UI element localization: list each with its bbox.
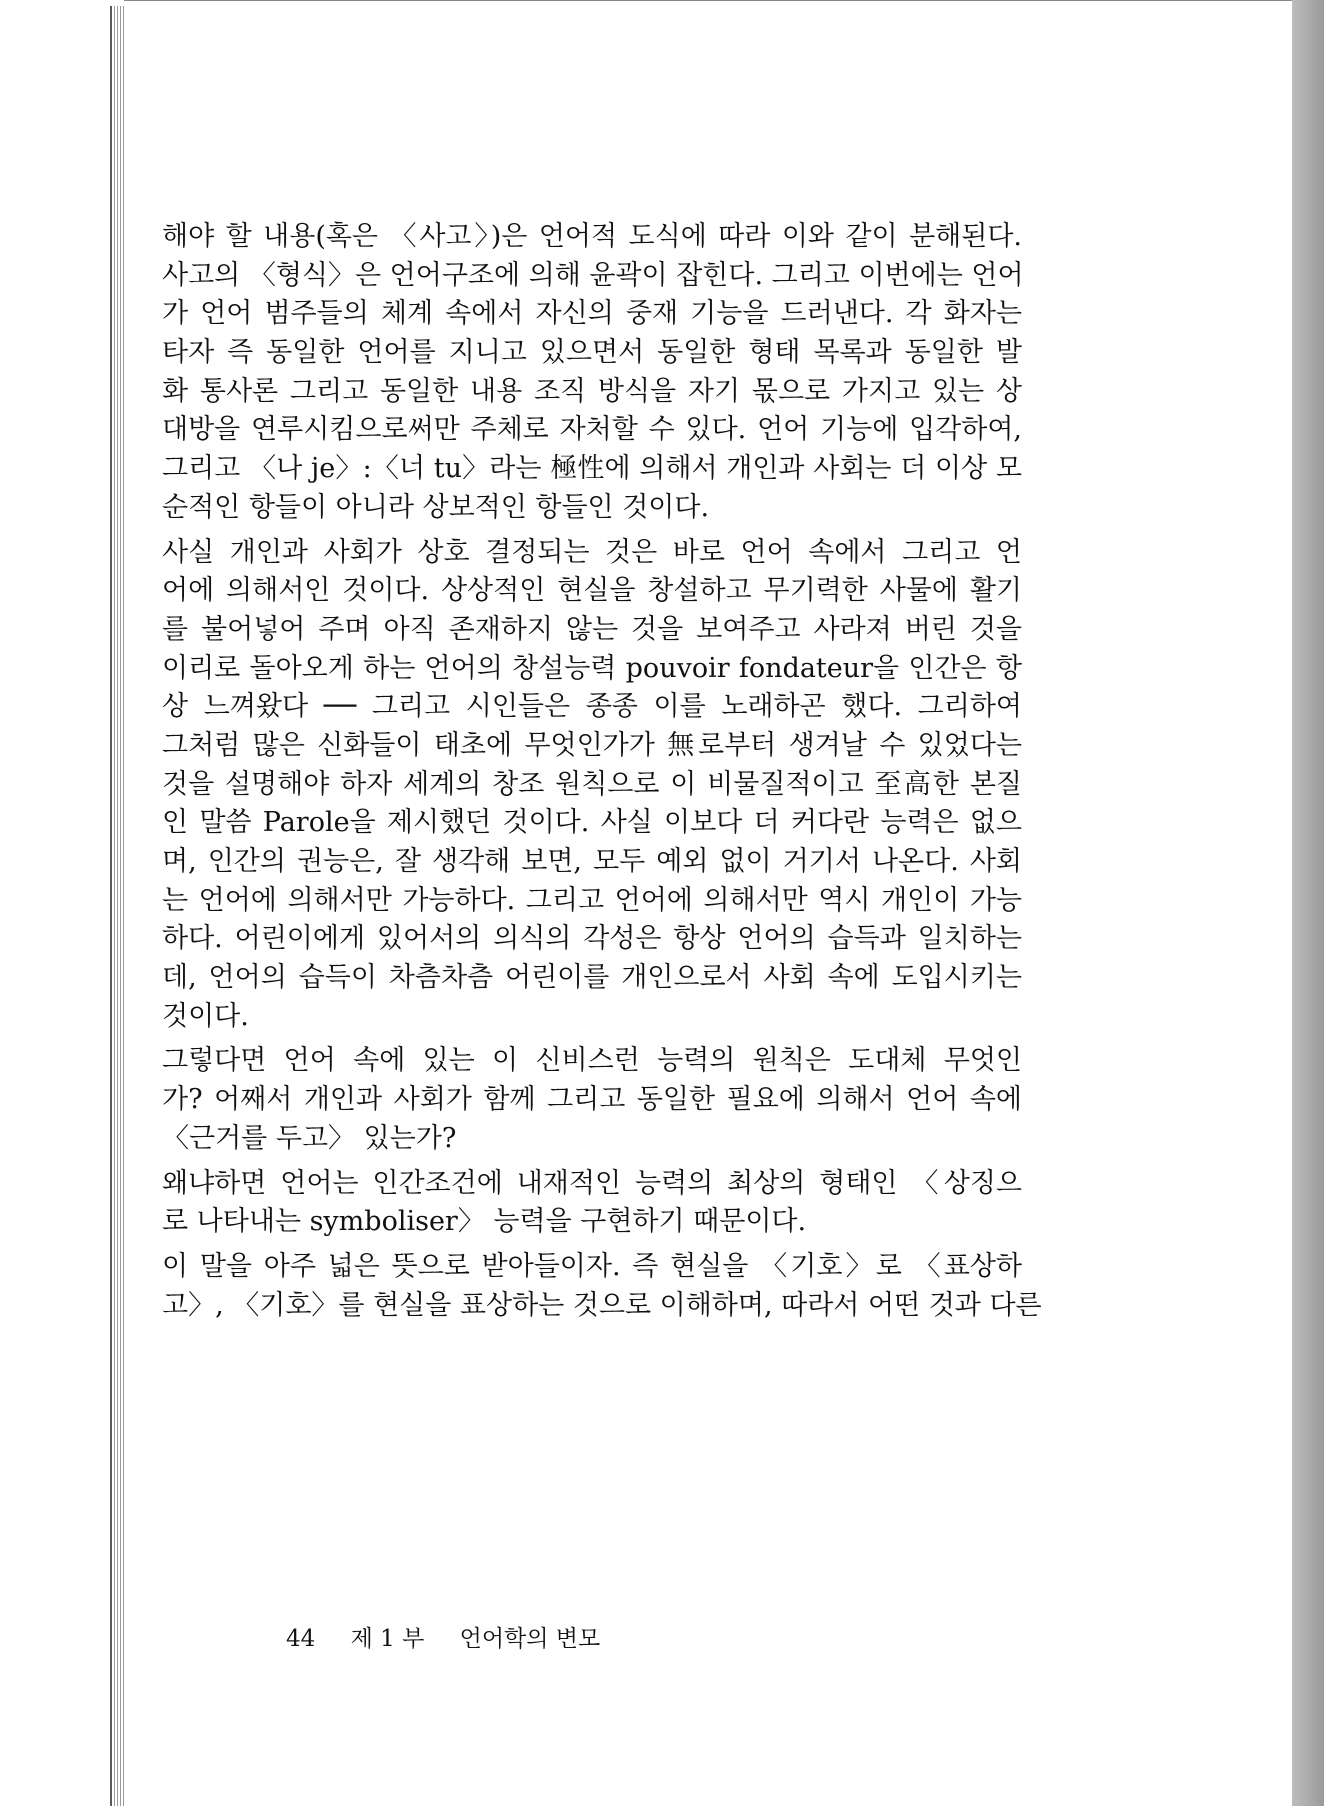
paragraph (162, 534, 1022, 1037)
text-line: 그리고 〈나 je〉:〈너 tu〉라는 極性에 의해서 개인과 사회는 더 이상 모 (162, 453, 1022, 485)
text-line: 순적인 항들이 아니라 상보적인 항들인 것이다. (162, 491, 710, 523)
text-line: 하다. 어린이에게 있어서의 의식의 각성은 항상 언어의 습득과 일치하는 (162, 923, 1022, 955)
paragraph (162, 1165, 1022, 1242)
text-line: 로 나타내는 symboliser〉 능력을 구현하기 때문이다. (162, 1206, 807, 1238)
text-line: 그처럼 많은 신화들이 태초에 무엇인가가 無로부터 생겨날 수 있었다는 (162, 729, 1022, 761)
text-line: 가 언어 범주들의 체계 속에서 자신의 중재 기능을 드러낸다. 각 화자는 (162, 298, 1022, 330)
text-line: 이리로 돌아오게 하는 언어의 창설능력 pouvoir fondateur을 인간은 항 (162, 652, 1022, 684)
text-line: 는 언어에 의해서만 가능하다. 그리고 언어에 의해서만 역시 개인이 가능 (162, 884, 1022, 916)
text-line: 그렇다면 언어 속에 있는 이 신비스런 능력의 원칙은 도대체 무엇인 (162, 1045, 1022, 1077)
text-line: 고〉, 〈기호〉를 현실을 표상하는 것으로 이해하며, 따라서 어떤 것과 다른 (162, 1289, 1042, 1321)
text-line: 〈근거를 두고〉 있는가? (162, 1122, 457, 1154)
text-line: 어에 의해서인 것이다. 상상적인 현실을 창설하고 무기력한 사물에 활기 (162, 575, 1022, 607)
text-line: 사고의 〈형식〉은 언어구조에 의해 윤곽이 잡힌다. 그리고 이번에는 언어 (162, 259, 1024, 291)
text-line: 것이다. (162, 1000, 249, 1032)
background-shadow (1292, 0, 1324, 1806)
text-line: 를 불어넣어 주며 아직 존재하지 않는 것을 보여주고 사라져 버린 것을 (162, 613, 1022, 645)
part-label: 제 1 부 (350, 1626, 425, 1652)
text-line: 왜냐하면 언어는 인간조건에 내재적인 능력의 최상의 형태인 〈상징으 (162, 1167, 1022, 1199)
paragraph (162, 1042, 1022, 1158)
text-line: 데, 언어의 습득이 차츰차츰 어린이를 개인으로서 사회 속에 도입시키는 (162, 962, 1022, 994)
section-title: 언어학의 변모 (459, 1626, 601, 1652)
page-footer (286, 1620, 628, 1653)
text-line: 타자 즉 동일한 언어를 지니고 있으면서 동일한 형태 목록과 동일한 발 (162, 337, 1022, 369)
text-line: 사실 개인과 사회가 상호 결정되는 것은 바로 언어 속에서 그리고 언 (162, 536, 1022, 568)
text-line: 화 통사론 그리고 동일한 내용 조직 방식을 자기 몫으로 가지고 있는 상 (162, 375, 1022, 407)
text-line: 이 말을 아주 넓은 뜻으로 받아들이자. 즉 현실을 〈기호〉로 〈표상하 (162, 1250, 1022, 1282)
paragraph (162, 218, 1022, 528)
text-line: 것을 설명해야 하자 세계의 창조 원칙으로 이 비물질적이고 至高한 본질 (162, 768, 1022, 800)
page-number: 44 (286, 1626, 316, 1652)
text-line: 상 느껴왔다 ── 그리고 시인들은 종종 이를 노래하곤 했다. 그리하여 (162, 691, 1022, 723)
text-line: 가? 어째서 개인과 사회가 함께 그리고 동일한 필요에 의해서 언어 속에 (162, 1084, 1022, 1116)
text-line: 며, 인간의 권능은, 잘 생각해 보면, 모두 예외 없이 거기서 나온다. 사회 (162, 846, 1022, 877)
body-text (162, 218, 1042, 1325)
text-line: 인 말씀 Parole을 제시했던 것이다. 사실 이보다 더 커다란 능력은 없으 (162, 807, 1022, 839)
text-line: 해야 할 내용(혹은 〈사고〉)은 언어적 도식에 따라 이와 같이 분해된다. (162, 221, 1022, 252)
text-line: 대방을 연루시킴으로써만 주체로 자처할 수 있다. 언어 기능에 입각하여, (162, 414, 1022, 446)
paragraph (162, 1248, 1042, 1325)
